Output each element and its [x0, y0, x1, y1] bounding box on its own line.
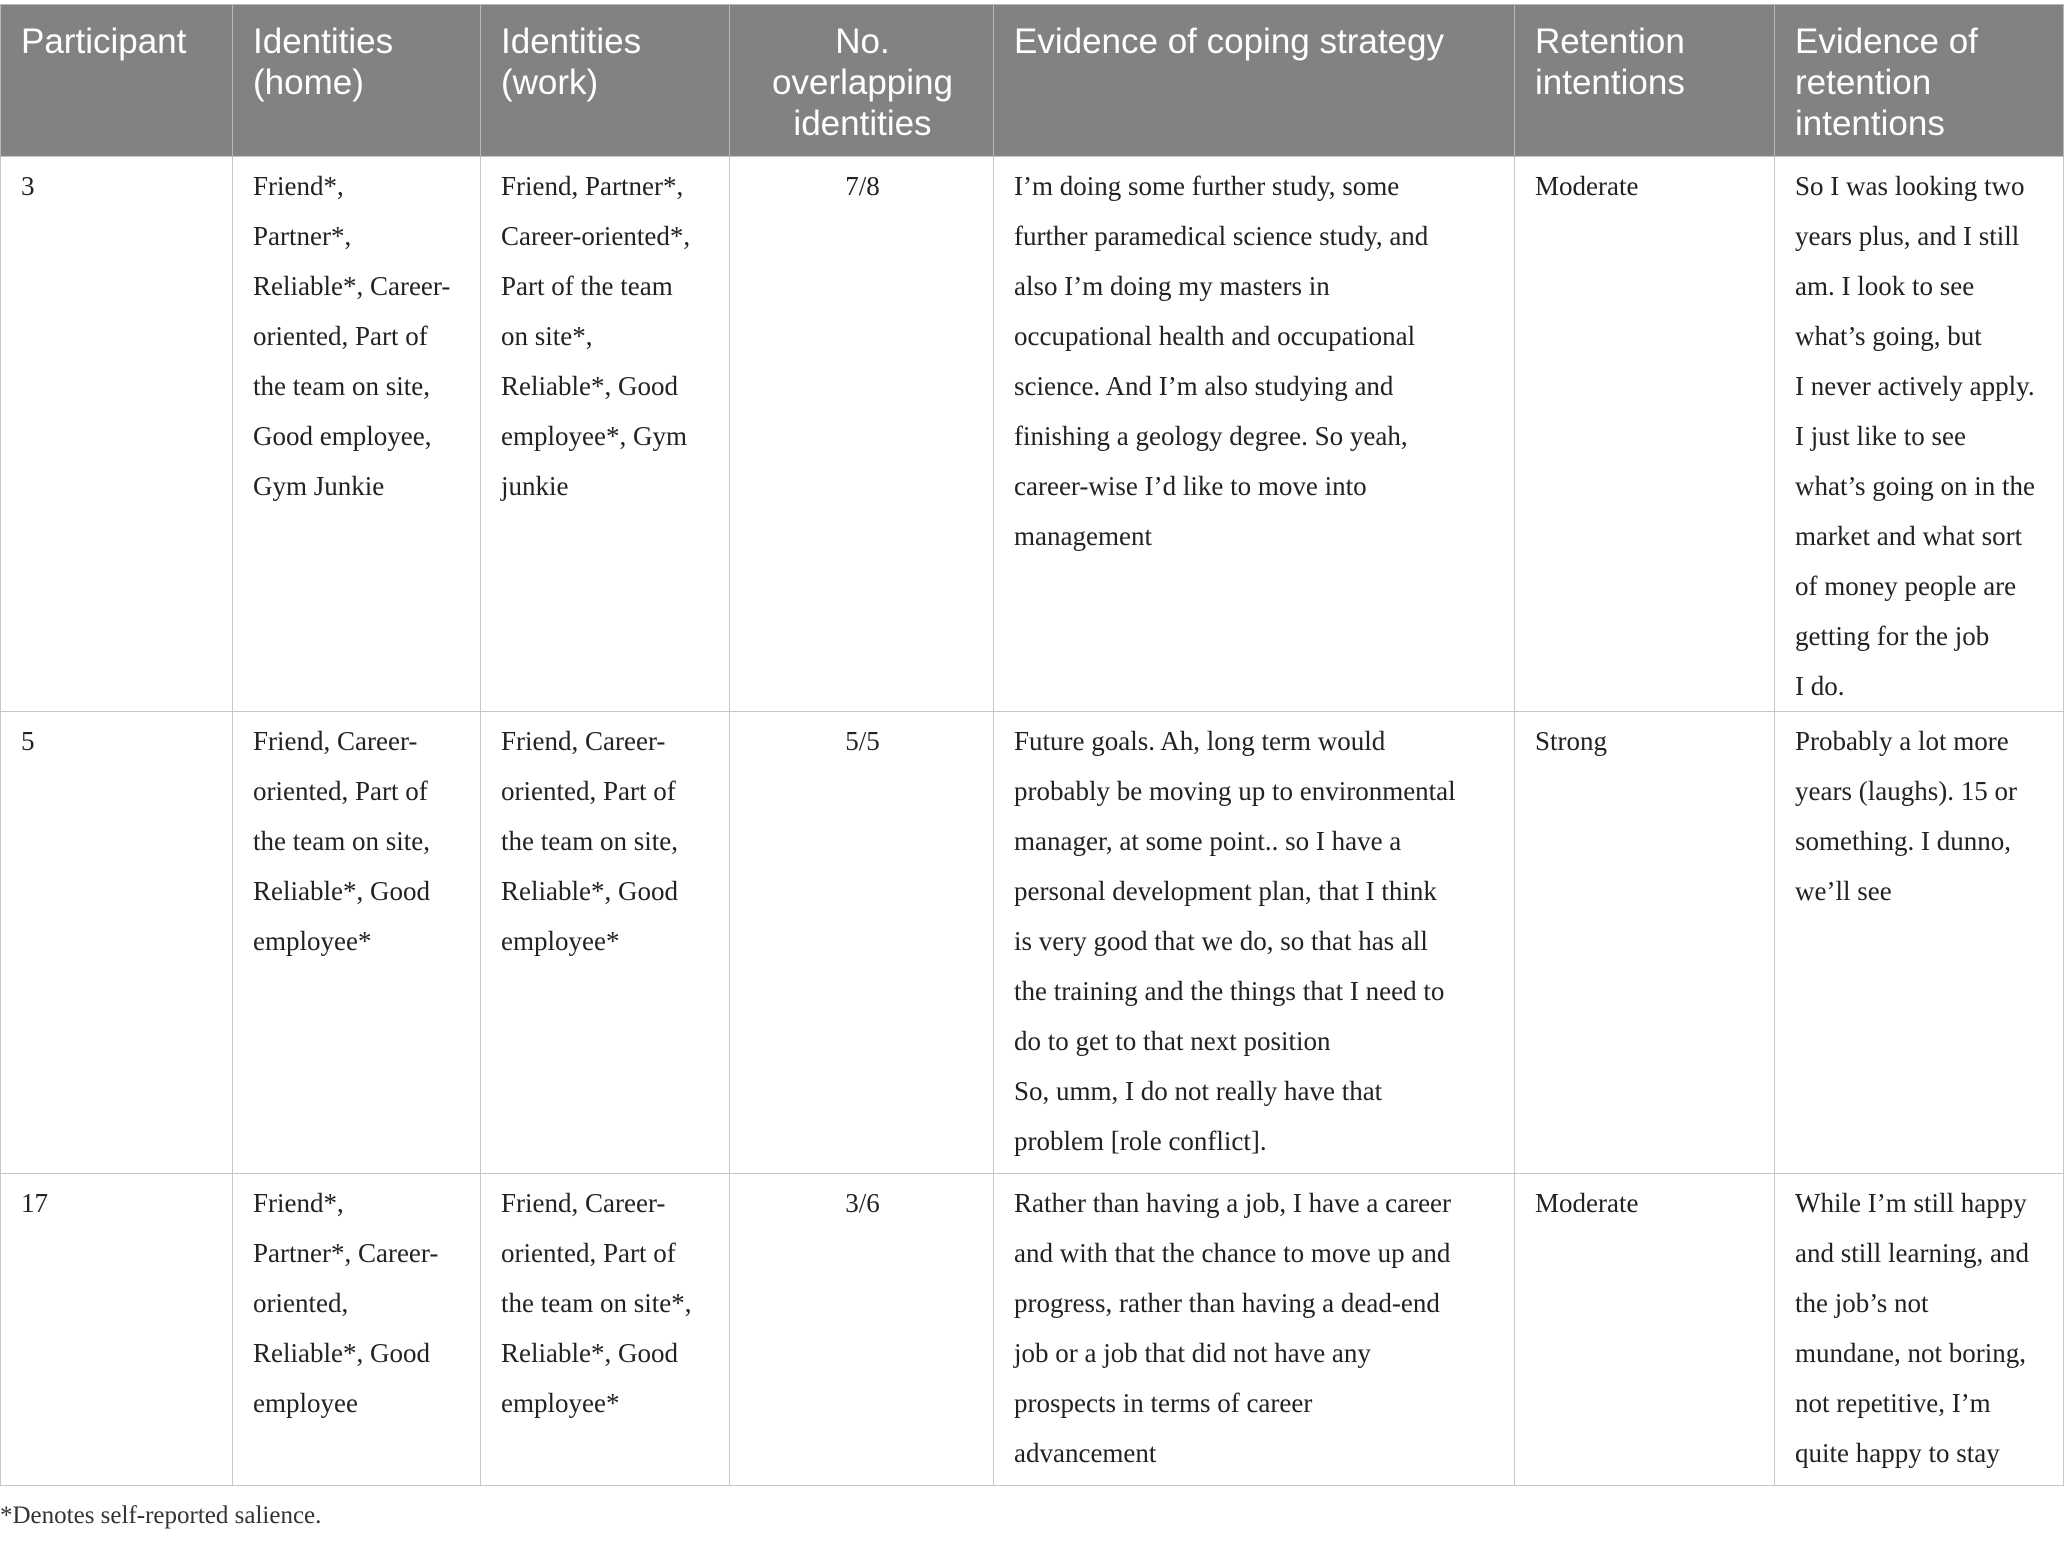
cell-coping: Future goals. Ah, long term would probably be moving up to environmental manager, at some point.. so I have a personal development plan, that I think is very good that we do, so that has all the training and the things that I need to do to get to that next position So, umm, I do not really have that problem [role conflict]. — [994, 712, 1515, 1174]
cell-participant: 17 — [1, 1174, 233, 1486]
table-row — [1, 157, 2064, 712]
data-table — [0, 4, 2064, 1486]
cell-participant: 5 — [1, 712, 233, 1174]
table-row — [1, 712, 2064, 1174]
cell-identities-home: Friend*, Partner*, Career- oriented, Reliable*, Good employee — [233, 1174, 481, 1486]
cell-retention: Moderate — [1515, 157, 1775, 712]
cell-identities-home: Friend, Career- oriented, Part of the team on site, Reliable*, Good employee* — [233, 712, 481, 1174]
cell-identities-work: Friend, Partner*, Career-oriented*, Part of the team on site*, Reliable*, Good employee*, Gym junkie — [481, 157, 730, 712]
cell-coping: I’m doing some further study, some further paramedical science study, and also I’m doing my masters in occupational health and occupational science. And I’m also studying and finishing a geology degree. So yeah, career-wise I’d like to move into management — [994, 157, 1515, 712]
header-identities-work: Identities (work) — [481, 5, 730, 157]
cell-identities-work: Friend, Career- oriented, Part of the team on site, Reliable*, Good employee* — [481, 712, 730, 1174]
cell-overlapping: 3/6 — [730, 1174, 994, 1486]
header-coping-evidence: Evidence of coping strategy — [994, 5, 1515, 157]
cell-retention: Moderate — [1515, 1174, 1775, 1486]
cell-identities-home: Friend*, Partner*, Reliable*, Career- oriented, Part of the team on site, Good employee, Gym Junkie — [233, 157, 481, 712]
header-row — [1, 5, 2064, 157]
header-identities-home: Identities (home) — [233, 5, 481, 157]
header-retention-intentions: Retention intentions — [1515, 5, 1775, 157]
header-retention-evidence: Evidence of retention intentions — [1775, 5, 2064, 157]
header-participant: Participant — [1, 5, 233, 157]
header-overlapping-identities: No. overlapping identities — [730, 5, 994, 157]
cell-overlapping: 7/8 — [730, 157, 994, 712]
cell-retention-evidence: While I’m still happy and still learning, and the job’s not mundane, not boring, not repetitive, I’m quite happy to stay — [1775, 1174, 2064, 1486]
cell-retention: Strong — [1515, 712, 1775, 1174]
cell-retention-evidence: So I was looking two years plus, and I still am. I look to see what’s going, but I never actively apply. I just like to see what’s going on in the market and what sort of money people are getting for the job I do. — [1775, 157, 2064, 712]
table-footnote: *Denotes self-reported salience. — [0, 1502, 322, 1529]
cell-identities-work: Friend, Career- oriented, Part of the team on site*, Reliable*, Good employee* — [481, 1174, 730, 1486]
table-row — [1, 1174, 2064, 1486]
cell-overlapping: 5/5 — [730, 712, 994, 1174]
cell-retention-evidence: Probably a lot more years (laughs). 15 or something. I dunno, we’ll see — [1775, 712, 2064, 1174]
cell-participant: 3 — [1, 157, 233, 712]
cell-coping: Rather than having a job, I have a career and with that the chance to move up and progress, rather than having a dead-end job or a job that did not have any prospects in terms of career advancement — [994, 1174, 1515, 1486]
table-container — [0, 4, 2063, 1486]
